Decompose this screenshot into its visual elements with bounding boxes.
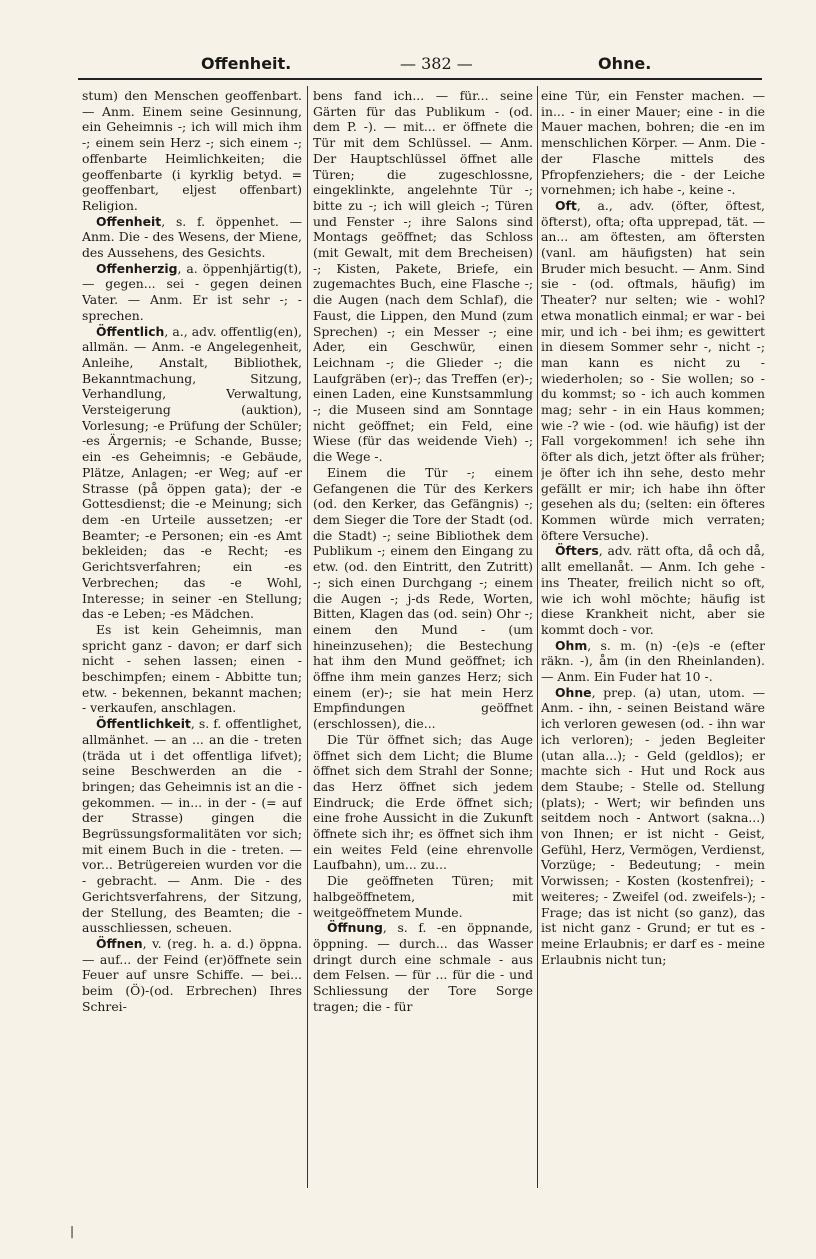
entry-text: eine Tür, ein Fenster machen. — in... - in einer Mauer; eine - in die Mauer machen, bohren; die -en im menschlichen Körper. — Anm. Die - der Flasche mittels des Pfropfenziehers; die - der Leiche vornehmen; ich habe -, keine -. <box>541 88 765 198</box>
header-right-word: Ohne. <box>598 54 652 73</box>
entry-text: Es ist kein Geheimnis, man spricht ganz - davon; er darf sich nicht - sehen lassen; einen - beschimpfen; einem - Abbitte tun; etw. - bekennen, bekannt machen; - verkaufen, anschlagen. <box>82 621 302 716</box>
entry-oeffnung: Öffnung, s. f. -en öppnande, öppning. — durch... das Wasser dringt durch eine schmale - aus dem Felsen. — für ... für die - und Schliessung der Tore Sorge tragen; die - für <box>313 920 533 1014</box>
entry-text: Die Tür öffnet sich; das Auge öffnet sich dem Licht; die Blume öffnet sich dem Strahl der Sonne; das Herz öffnet sich jedem Eindruck; die Erde öffnet sich; eine frohe Aussicht in die Zukunft öffnete sich ihr; es öffnet sich ihm ein weites Feld (eine ehrenvolle Laufbahn), um... zu... <box>313 731 533 873</box>
entry-offenherzig: Offenherzig, a. öppenhjärtig(t), — gegen... sei - gegen deinen Vater. — Anm. Er ist sehr -; - sprechen. <box>82 260 302 323</box>
entry-oft: Oft, a., adv. (öfter, öftest, öfterst), ofta; ofta upprepad, tät. — an... am öftesten, am öftersten (vanl. am häufigsten) hat sein Bruder mich besucht. — Anm. Sind sie - (od. oftmals, häufig) im Theater? nur selten; wie - wohl? etwa monatlich einmal; er war - bei mir, und ich - bei ihm; es gewittert in diesem Sommer sehr -, nicht -; man kann es nicht zu - wiederholen; so - Sie wollen; so - du kommst; so - ich auch kommen mag; sehr - in ein Haus kommen; wie -? wie - (od. wie häufig) ist der Fall vorgekommen! ich sehe ihn öfter als dich, jetzt öfter als früher; je öfter ich ihn sehe, desto mehr gefällt er mir; ich habe ihn öfter gesehen als du; (selten: ein öfteres Kommen würde mich verraten; öftere Versuche). <box>541 197 765 543</box>
header-left-word: Offenheit. <box>201 54 292 73</box>
entry-text: Die geöffneten Türen; mit halbgeöffnetem, mit weitgeöffnetem Munde. <box>313 873 533 920</box>
entry-oefters: Öfters, adv. rätt ofta, då och då, allt emellanåt. — Anm. Ich gehe - ins Theater, freilich nicht so oft, wie ich wohl möchte; häufig ist diese Krankheit nicht, aber sie kommt doch - vor. <box>541 543 765 637</box>
entry-text: stum) den Menschen geoffenbart. — Anm. Einem seine Gesinnung, ein Geheimnis -; ich will mich ihm -; einem sein Herz -; sich einem -; offenbarte Heimlichkeiten; die geoffenbarte (i kyrklig betyd. = geoffenbart, eljest offenbart) Religion. <box>82 88 302 213</box>
column-3 <box>541 88 765 1196</box>
header-rule <box>78 78 762 80</box>
entry-ohm: Ohm, s. m. (n) -(e)s -e (efter räkn. -), åm (in den Rheinlanden). — Anm. Ein Fuder hat 10 -. <box>541 637 765 685</box>
bottom-mark: | <box>70 1224 75 1238</box>
entry-oeffentlichkeit: Öffentlichkeit, s. f. offentlighet, allmänhet. — an ... an die - treten (träda ut i det offentliga lifvet); seine Beschwerden an die - bringen; das Geheimnis ist an die - gekommen. — in... in der - (= auf der Strasse) gingen die Begrüssungsformalitäten vor sich; mit einem Buch in die - treten. — vor... Betrügereien wurden vor die - gebracht. — Anm. Die - des Gerichtsverfahrens, der Sitzung, der Stellung, des Beamten; die - ausschliessen, scheuen. <box>82 716 302 936</box>
entry-text: Einem die Tür -; einem Gefangenen die Tür des Kerkers (od. den Kerker, das Gefängnis) -; dem Sieger die Tore der Stadt (od. die Stadt) -; seine Bibliothek dem Publikum -; einem den Eingang zu etw. (od. den Eintritt, den Zutritt) -; sich einen Durchgang -; einem die Augen -; j-ds Rede, Worten, Bitten, Klagen das (od. sein) Ohr -; einem den Mund - (um hineinzusehen); die Bestechung hat ihm den Mund geöffnet; ich öffne ihm mein ganzes Herz; sich einem (er)-; sie hat mein Herz Empfindungen geöffnet (erschlossen), die... <box>313 464 533 732</box>
entry-text: bens fand ich... — für... seine Gärten für das Publikum - (od. dem P. -). — mit... er öffnete die Tür mit dem Schlüssel. — Anm. Der Hauptschlüssel öffnet alle Türen; die zugeschlossne, eingeklinkte, angelehnte Tür -; bitte zu -; ich will gleich -; Türen und Fenster -; ihre Salons sind Montags geöffnet; das Schloss (mit Gewalt, mit dem Brecheisen) -; Kisten, Pakete, Briefe, ein zugemachtes Buch, eine Flasche -; die Augen (nach dem Schlaf), die Faust, die Lippen, den Mund (zum Sprechen) -; ein Messer -; eine Ader, ein Geschwür, einen Leichnam -; die Glieder -; die Laufgräben (er)-; das Treffen (er)-; einen Laden, eine Kunstsammlung -; die Museen sind am Sonntage nicht geöffnet; ein Feld, eine Wiese (für das weidende Vieh) -; die Wege -. <box>313 88 533 465</box>
column-divider <box>537 86 538 1188</box>
entry-oeffentlich: Öffentlich, a., adv. offentlig(en), allmän. — Anm. -e Angelegenheit, Anleihe, Anstalt, Bibliothek, Bekanntmachung, Sitzung, Verhandlung, Verwaltung, Versteigerung (auktion), Vorlesung; -e Prüfung der Schüler; -es Ärgernis; -e Schande, Busse; ein -es Geheimnis; -e Gebäude, Plätze, Anlagen; -er Weg; auf -er Strasse (på öppen gata); der -e Gottesdienst; die -e Meinung; sich dem -en Urteile aussetzen; -er Beamter; -e Personen; ein -es Amt bekleiden; das -e Recht; -es Gerichtsverfahren; ein -es Verbrechen; das -e Wohl, Interesse; in seiner -en Stellung; das -e Leben; -es Mädchen. <box>82 323 302 622</box>
column-2 <box>313 88 533 1196</box>
page-number: — 382 — <box>400 54 473 73</box>
column-divider <box>307 86 308 1188</box>
column-1 <box>82 88 302 1196</box>
entry-ohne: Ohne, prep. (a) utan, utom. — Anm. - ihn, - seinen Beistand wäre ich verloren gewesen (od. - ihn war ich verloren); - jeden Begleiter (utan alla...); - Geld (geldlos); er machte sich - Hut und Rock aus dem Staube; - Stelle od. Stellung (plats); - Wert; wir befinden uns seitdem noch - Antwort (sakna...) von Ihnen; er ist nicht - Geist, Gefühl, Herz, Vermögen, Verdienst, Vorzüge; - Bedeutung; - mein Vorwissen; - Kosten (kostenfrei); - weiteres; - Zweifel (od. zweifels-); - Frage; das ist nicht (so ganz), das ist nicht ganz - Grund; er tut es - meine Erlaubnis; er darf es - meine Erlaubnis nicht tun; <box>541 684 765 967</box>
entry-offenheit: Offenheit, s. f. öppenhet. — Anm. Die - des Wesens, der Miene, des Aussehens, des Gesichts. <box>82 213 302 261</box>
entry-oeffnen: Öffnen, v. (reg. h. a. d.) öppna. — auf... der Feind (er)öffnete sein Feuer auf unsre Schiffe. — bei... beim (Ö)-(od. Erbrechen) Ihres Schrei- <box>82 935 302 1014</box>
running-header <box>78 46 768 76</box>
